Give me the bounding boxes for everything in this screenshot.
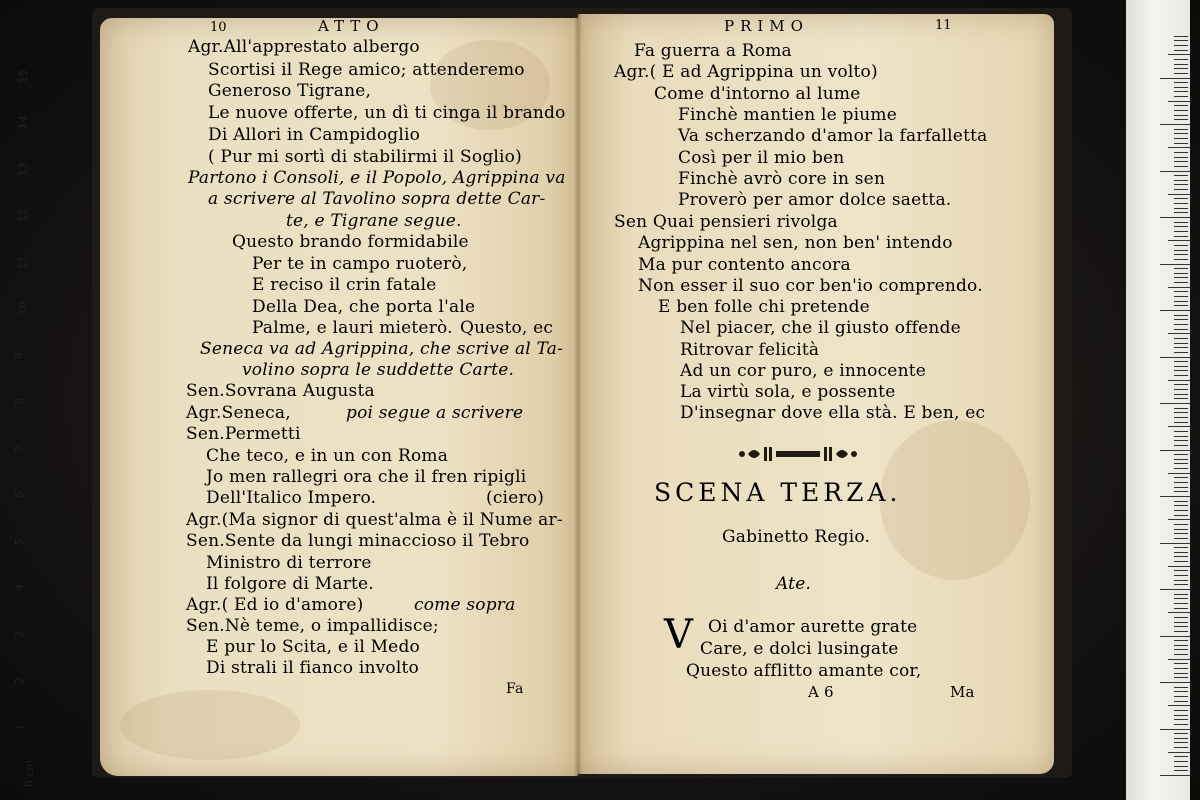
text-line: Sen.Sente da lungi minaccioso il Tebro [186, 531, 530, 551]
ruler-tick [1174, 491, 1188, 492]
ruler-tick [1174, 691, 1188, 692]
ruler-label: 4 [13, 584, 26, 591]
ruler-label: 6 [13, 491, 26, 498]
ruler-tick [1174, 370, 1188, 371]
ruler-tick [1174, 343, 1188, 344]
ruler-tick [1168, 333, 1190, 334]
ruler-tick [1160, 775, 1190, 776]
text-line: Come d'intorno al lume [654, 84, 861, 104]
ruler-tick [1174, 273, 1188, 274]
ruler-tick [1160, 171, 1190, 172]
text-line: Agrippina nel sen, non ben' intendo [638, 233, 953, 253]
ruler-tick [1174, 766, 1188, 767]
ruler-tick [1168, 659, 1190, 660]
text-line: Agr.Seneca, [186, 403, 291, 423]
text-line: Jo men rallegri ora che il fren ripigli [206, 467, 527, 487]
ruler-tick [1174, 212, 1188, 213]
text-line: Non esser il suo cor ben'io comprendo. [638, 276, 983, 296]
text-line: Palme, e lauri mieterò. [252, 318, 453, 338]
text-line: Che teco, e in un con Roma [206, 446, 449, 466]
ruler-tick [1174, 226, 1188, 227]
ruler-tick [1174, 305, 1188, 306]
ruler-tick [1174, 761, 1188, 762]
ruler-tick [1168, 705, 1190, 706]
text-line: come sopra [414, 595, 516, 615]
text-line: poi segue a scrivere [346, 403, 524, 423]
ruler-tick [1174, 668, 1188, 669]
text-line: Ministro di terrore [206, 553, 372, 573]
ruler-tick [1174, 384, 1188, 385]
text-line: Agr.All'apprestato albergo [188, 37, 420, 57]
ruler-tick [1174, 143, 1188, 144]
ruler-tick [1174, 770, 1188, 771]
text-line: Sen Quai pensieri rivolga [614, 212, 838, 232]
ruler-tick [1168, 380, 1190, 381]
ruler-label: 9 [13, 351, 26, 359]
ruler-tick [1174, 738, 1188, 739]
ruler-tick [1160, 310, 1190, 311]
catchword: Ma [950, 683, 975, 701]
ruler-tick [1174, 91, 1188, 92]
text-line: Finchè mantien le piume [678, 105, 897, 125]
ruler-tick [1174, 617, 1188, 618]
text-line: E pur lo Scita, e il Medo [206, 637, 420, 657]
ruler-tick [1174, 198, 1188, 199]
text-line: Ma pur contento ancora [638, 255, 851, 275]
ruler-tick [1160, 357, 1190, 358]
ruler-tick [1160, 636, 1190, 637]
ruler-tick [1174, 347, 1188, 348]
ruler-label: 7 [13, 444, 26, 452]
text-line: Partono i Consoli, e il Popolo, Agrippina va [188, 168, 566, 188]
paper-stain [880, 420, 1030, 580]
ruler-tick [1174, 570, 1188, 571]
ruler-tick [1174, 315, 1188, 316]
text-line: Ritrovar felicità [680, 340, 820, 360]
ruler-tick [1174, 329, 1188, 330]
character-name: Ate. [776, 574, 812, 594]
ruler-tick [1168, 473, 1190, 474]
text-line: ( Pur mi sortì di stabilirmi il Soglio) [208, 147, 522, 167]
ruler-tick [1168, 426, 1190, 427]
ruler-tick [1174, 412, 1188, 413]
text-line: D'insegnar dove ella stà. E ben, ec [680, 403, 986, 423]
ruler-tick [1174, 231, 1188, 232]
text-line: Scortisi il Rege amico; attenderemo [208, 60, 525, 80]
text-line: Dell'Italico Impero. [206, 488, 377, 508]
text-line: Questo, ec [460, 318, 554, 338]
ruler-tick [1174, 436, 1188, 437]
left-running-head: ATTO [318, 17, 385, 35]
ruler-tick [1174, 501, 1188, 502]
aria-line: Care, e dolci lusingate [700, 639, 899, 659]
signature-mark: A 6 [808, 683, 834, 701]
ruler-tick [1174, 454, 1188, 455]
ruler-label: 2 [13, 677, 26, 684]
ruler-tick [1168, 566, 1190, 567]
ruler-tick [1174, 561, 1188, 562]
ruler-tick [1174, 324, 1188, 325]
text-line: Sen.Nè teme, o impallidisce; [186, 616, 439, 636]
ruler-tick [1168, 519, 1190, 520]
ruler-tick [1174, 119, 1188, 120]
ruler-tick [1174, 756, 1188, 757]
ruler-tick [1174, 87, 1188, 88]
ruler-tick [1174, 133, 1188, 134]
text-line: Così per il mio ben [678, 148, 845, 168]
ruler-tick [1174, 724, 1188, 725]
text-line: te, e Tigrane segue. [286, 211, 462, 231]
ruler-tick [1174, 184, 1188, 185]
ruler-tick [1174, 129, 1188, 130]
ruler-tick [1174, 82, 1188, 83]
ruler-tick [1174, 584, 1188, 585]
ruler-tick [1174, 733, 1188, 734]
ruler-tick [1174, 189, 1188, 190]
text-line: Finchè avrò core in sen [678, 169, 886, 189]
printers-ornament [736, 444, 860, 464]
ruler-tick [1174, 645, 1188, 646]
ruler-tick [1174, 440, 1188, 441]
ruler-tick [1174, 277, 1188, 278]
ruler-tick [1174, 361, 1188, 362]
ruler-tick [1174, 640, 1188, 641]
ruler-tick [1168, 240, 1190, 241]
ruler-tick [1174, 115, 1188, 116]
ruler-tick [1174, 203, 1188, 204]
ruler-tick [1174, 138, 1188, 139]
ruler-tick [1174, 663, 1188, 664]
ruler-tick [1160, 543, 1190, 544]
ruler-tick [1174, 157, 1188, 158]
ruler-tick [1174, 50, 1188, 51]
ruler-tick [1174, 701, 1188, 702]
ruler-tick [1168, 287, 1190, 288]
ruler-tick [1174, 677, 1188, 678]
ruler-tick [1174, 175, 1188, 176]
ruler-tick [1160, 403, 1190, 404]
ruler-tick [1174, 296, 1188, 297]
text-line: Agr.(Ma signor di quest'alma è il Nume ar- [186, 510, 563, 530]
ruler-tick [1174, 556, 1188, 557]
ruler-tick [1174, 245, 1188, 246]
ruler-label: 8 [13, 398, 26, 405]
ruler-tick [1174, 524, 1188, 525]
ruler-tick [1174, 338, 1188, 339]
ruler-tick [1174, 422, 1188, 423]
ruler-tick [1174, 394, 1188, 395]
ruler-tick [1174, 696, 1188, 697]
ruler-tick [1160, 729, 1190, 730]
text-line: Questo brando formidabile [232, 232, 469, 252]
text-line: Sen.Permetti [186, 424, 301, 444]
ruler-tick [1174, 268, 1188, 269]
ruler-tick [1174, 598, 1188, 599]
text-line: Le nuove offerte, un dì ti cinga il brando [208, 103, 566, 123]
ruler-tick [1174, 254, 1188, 255]
ruler-tick [1174, 45, 1188, 46]
ruler-label: 1 [13, 723, 26, 731]
ruler-tick [1174, 208, 1188, 209]
ruler-tick [1174, 68, 1188, 69]
ruler-tick [1174, 389, 1188, 390]
ruler-tick [1174, 747, 1188, 748]
ruler-tick [1160, 496, 1190, 497]
ruler-tick [1174, 468, 1188, 469]
text-line: Sen.Sovrana Augusta [186, 381, 375, 401]
ruler-tick [1174, 510, 1188, 511]
ruler-tick [1174, 654, 1188, 655]
ruler-tick [1174, 222, 1188, 223]
ruler-tick [1174, 375, 1188, 376]
ruler-label: 10 [16, 301, 30, 316]
text-line: Ad un cor puro, e innocente [680, 361, 927, 381]
ruler-tick [1174, 64, 1188, 65]
ruler-tick [1160, 682, 1190, 683]
ruler-tick [1174, 110, 1188, 111]
ruler-tick [1174, 603, 1188, 604]
scene-setting: Gabinetto Regio. [722, 527, 871, 547]
ruler-tick [1160, 264, 1190, 265]
ruler-tick [1174, 575, 1188, 576]
ruler-tick [1174, 631, 1188, 632]
ruler-tick [1174, 482, 1188, 483]
ruler-tick [1174, 417, 1188, 418]
ruler-label: 14 [16, 115, 30, 130]
text-line: a scrivere al Tavolino sopra dette Car- [208, 189, 546, 209]
ruler-tick [1168, 752, 1190, 753]
ruler-label: 12 [16, 208, 30, 223]
ruler-tick [1174, 459, 1188, 460]
ruler-tick [1174, 715, 1188, 716]
text-line: Nel piacer, che il giusto offende [680, 318, 961, 338]
text-line: E ben folle chi pretende [658, 297, 870, 317]
ruler-tick [1174, 398, 1188, 399]
ruler-tick [1174, 515, 1188, 516]
ruler-tick [1174, 445, 1188, 446]
ruler-tick [1174, 547, 1188, 548]
ruler-label: 5 [13, 537, 26, 545]
text-line: volino sopra le suddette Carte. [242, 360, 515, 380]
drop-cap: V [664, 612, 693, 658]
ruler-tick [1174, 431, 1188, 432]
text-line: Agr.( Ed io d'amore) [186, 595, 364, 615]
ruler-tick [1174, 626, 1188, 627]
left-page-number: 10 [210, 20, 227, 35]
ruler-tick [1174, 673, 1188, 674]
ruler-tick [1174, 505, 1188, 506]
text-line: Proverò per amor dolce saetta. [678, 190, 952, 210]
ruler-tick [1168, 194, 1190, 195]
ruler-tick [1168, 612, 1190, 613]
ruler-tick [1174, 180, 1188, 181]
ruler-tick [1174, 742, 1188, 743]
text-line: (ciero) [486, 488, 545, 508]
ruler-tick [1160, 124, 1190, 125]
text-line: Di Allori in Campidoglio [208, 125, 421, 145]
ruler-tick [1160, 78, 1190, 79]
ruler-tick [1174, 259, 1188, 260]
ruler-tick [1174, 538, 1188, 539]
ruler-tick [1174, 622, 1188, 623]
ruler-tick [1174, 477, 1188, 478]
ruler-tick [1174, 649, 1188, 650]
ruler-tick [1174, 463, 1188, 464]
ruler-tick [1174, 59, 1188, 60]
ruler-tick [1174, 40, 1188, 41]
ruler-tick [1174, 73, 1188, 74]
ruler-tick [1174, 291, 1188, 292]
ruler-label: 3 [13, 630, 26, 638]
ruler-tick [1160, 589, 1190, 590]
ruler-tick [1174, 710, 1188, 711]
ruler-tick [1174, 301, 1188, 302]
ruler-tick [1160, 217, 1190, 218]
ruler-tick [1160, 450, 1190, 451]
scene-title: SCENA TERZA. [654, 478, 902, 507]
text-line: La virtù sola, e possente [680, 382, 896, 402]
ruler-label: 0 cm [23, 759, 37, 788]
ruler-tick [1174, 236, 1188, 237]
ruler-tick [1174, 161, 1188, 162]
ruler-tick [1174, 580, 1188, 581]
text-line: Il folgore di Marte. [206, 574, 374, 594]
ruler-tick [1174, 487, 1188, 488]
ruler-tick [1174, 250, 1188, 251]
text-line: Seneca va ad Agrippina, che scrive al Ta- [200, 339, 564, 359]
ruler-tick [1174, 282, 1188, 283]
ruler-tick [1174, 96, 1188, 97]
ruler-tick [1174, 687, 1188, 688]
ruler-tick [1168, 101, 1190, 102]
paper-stain [120, 690, 300, 760]
ruler-tick [1174, 152, 1188, 153]
aria-line: Questo afflitto amante cor, [686, 661, 922, 681]
text-line: E reciso il crin fatale [252, 275, 437, 295]
right-page-number: 11 [935, 18, 952, 33]
ruler-tick [1174, 105, 1188, 106]
ruler-tick [1174, 608, 1188, 609]
ruler-label: 13 [16, 162, 30, 176]
ruler-tick [1174, 408, 1188, 409]
ruler-tick [1174, 366, 1188, 367]
text-line: Fa [506, 681, 524, 697]
ruler-tick [1168, 54, 1190, 55]
text-line: Di strali il fianco involto [206, 658, 419, 678]
ruler-tick [1174, 594, 1188, 595]
ruler-tick [1174, 319, 1188, 320]
ruler-tick [1174, 166, 1188, 167]
ruler-tick [1174, 352, 1188, 353]
ruler-tick [1174, 36, 1188, 37]
aria-line: Oi d'amor aurette grate [708, 617, 918, 637]
text-line: Generoso Tigrane, [208, 81, 372, 101]
ruler-tick [1168, 147, 1190, 148]
text-line: Per te in campo ruoterò, [252, 254, 468, 274]
ruler-label: 11 [16, 255, 30, 269]
book-gutter [574, 14, 582, 776]
ruler-tick [1174, 719, 1188, 720]
ruler-tick [1174, 533, 1188, 534]
text-line: Della Dea, che porta l'ale [252, 297, 476, 317]
text-line: Fa guerra a Roma [634, 41, 792, 61]
ruler-label: 15 [16, 69, 30, 83]
right-running-head: PRIMO [724, 17, 809, 35]
ruler-tick [1174, 529, 1188, 530]
ruler-tick [1174, 552, 1188, 553]
text-line: Va scherzando d'amor la farfalletta [678, 126, 988, 146]
text-line: Agr.( E ad Agrippina un volto) [614, 62, 878, 82]
